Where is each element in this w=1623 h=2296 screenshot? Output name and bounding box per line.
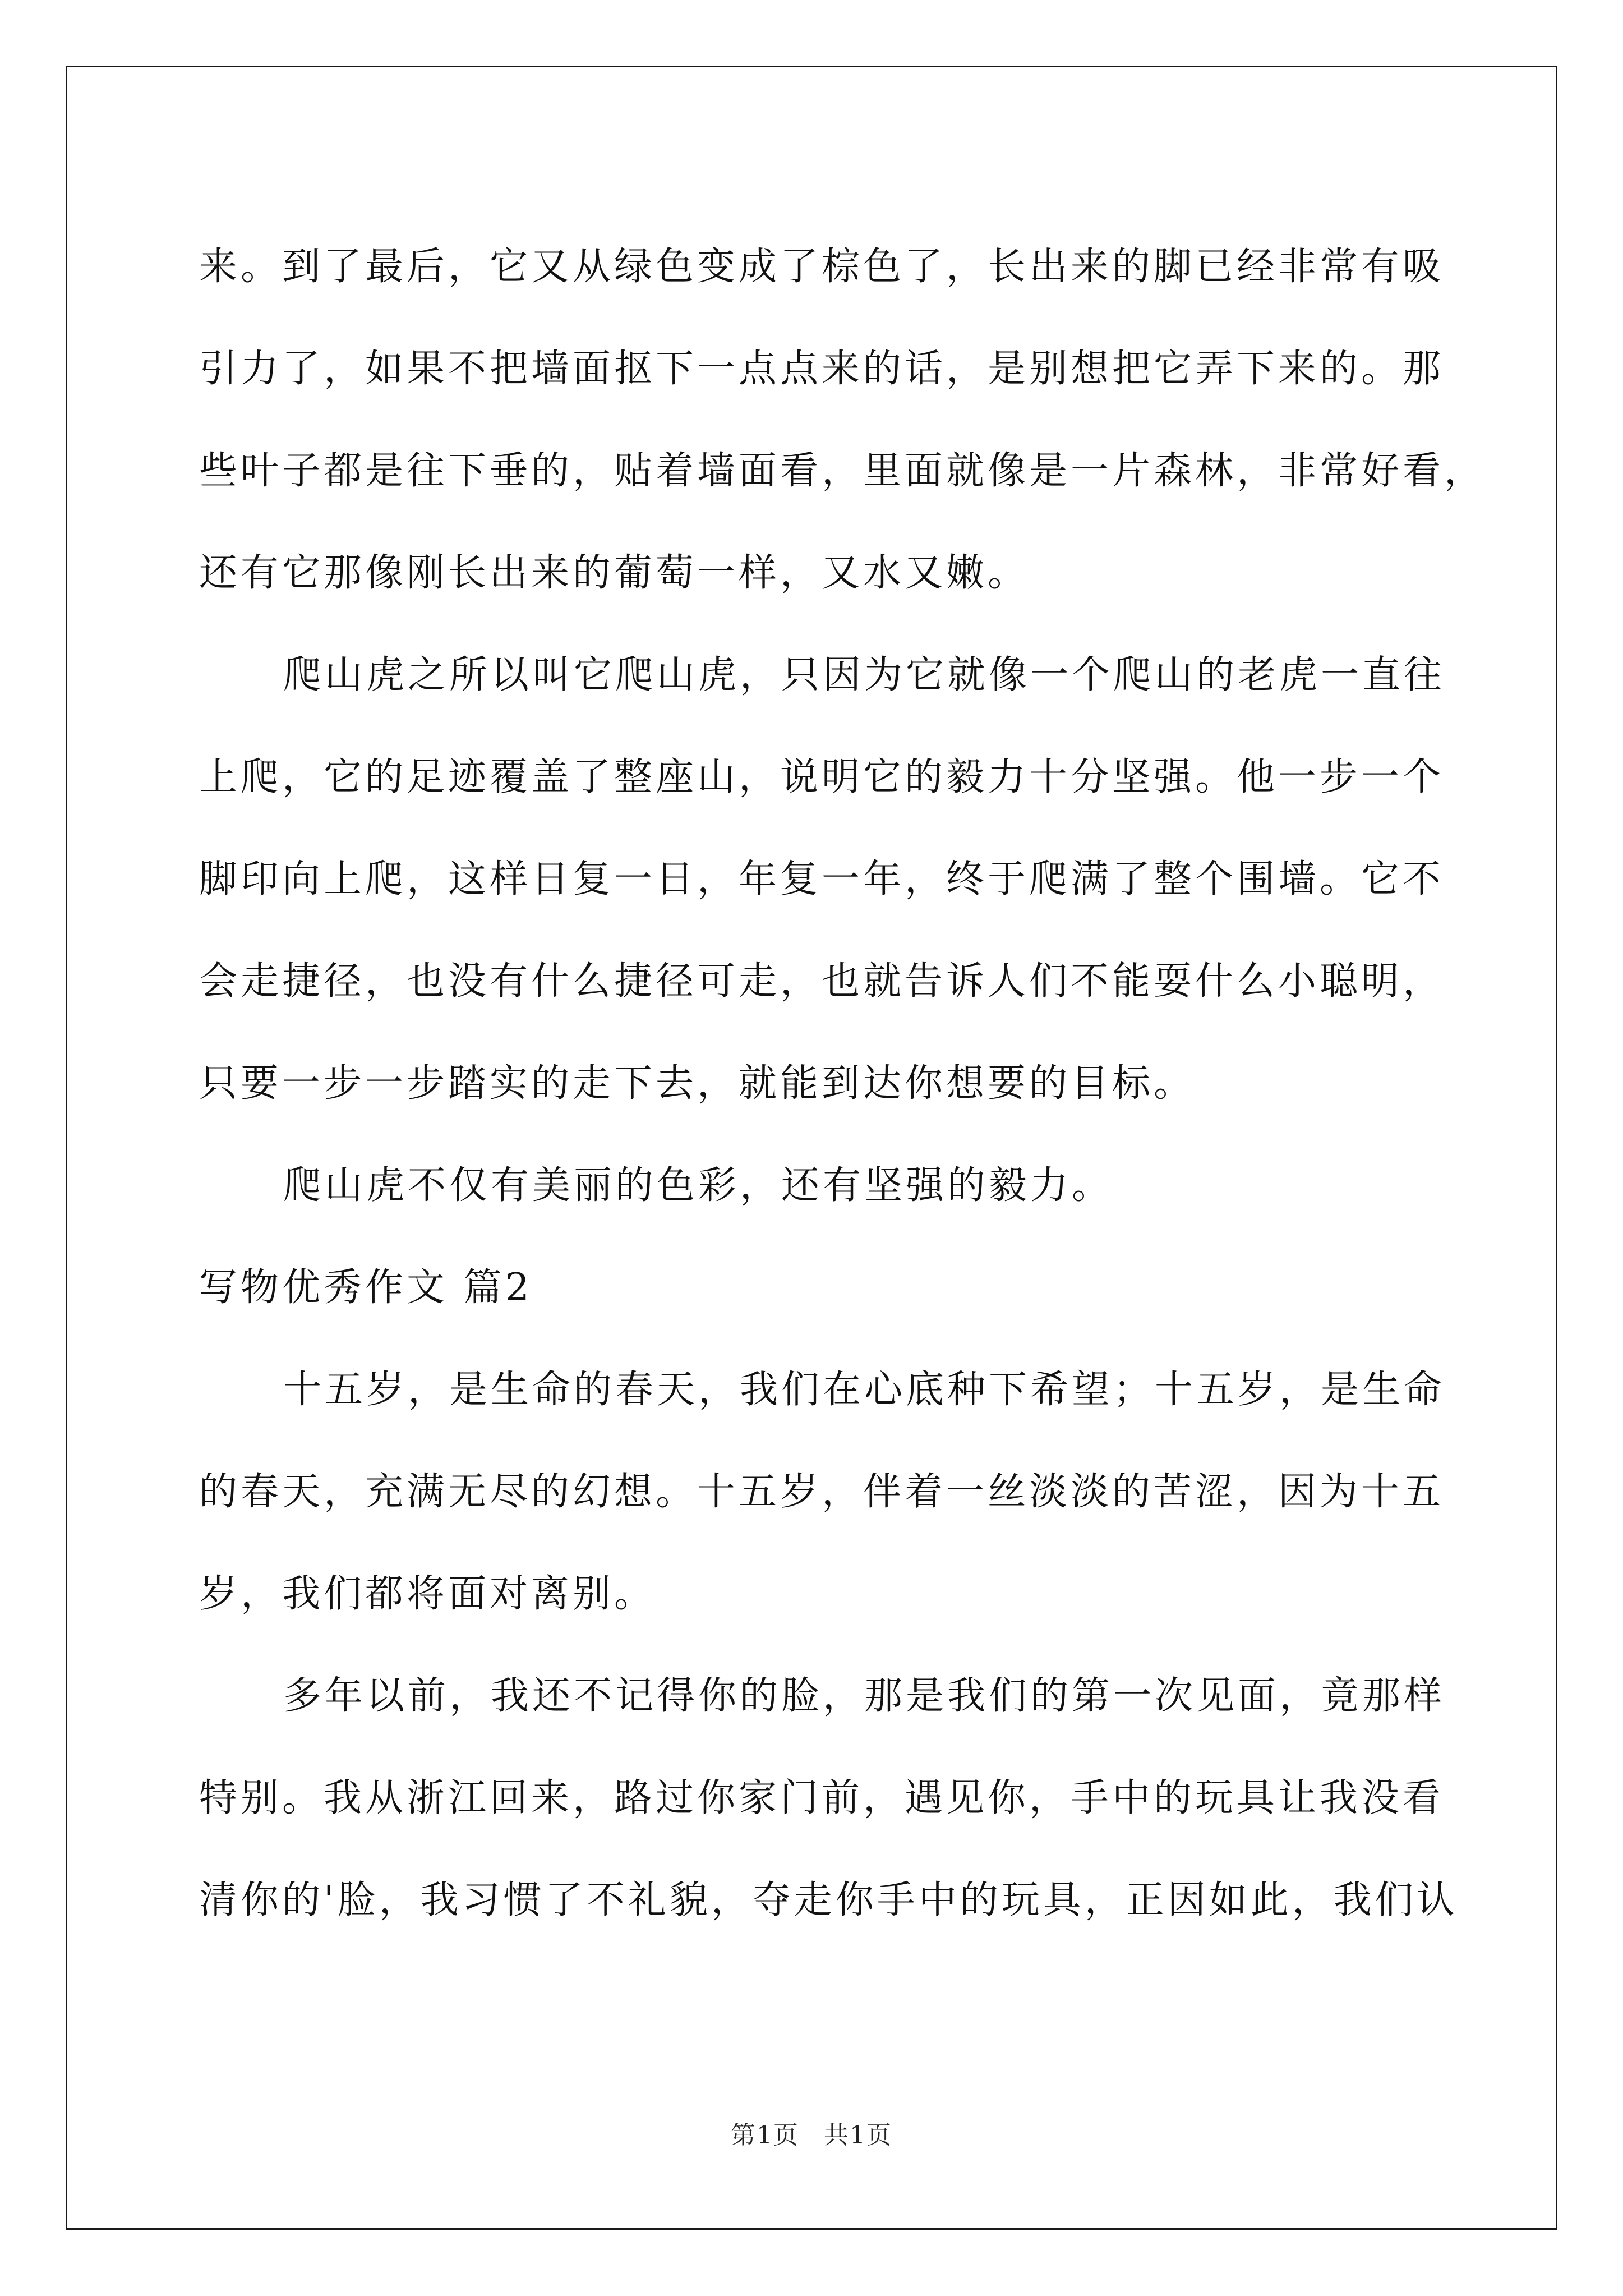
- paragraph-line: 爬山虎不仅有美丽的色彩，还有坚强的毅力。: [283, 1163, 1114, 1208]
- paragraph-line: 的春天，充满无尽的幻想。十五岁，伴着一丝淡淡的苦涩，因为十五: [199, 1470, 1445, 1514]
- paragraph-line: 些叶子都是往下垂的，贴着墙面看，里面就像是一片森林，非常好看，: [199, 449, 1486, 493]
- paragraph-line: 只要一步一步踏实的走下去，就能到达你想要的目标。: [199, 1061, 1196, 1106]
- page-number: 第1页: [731, 2121, 799, 2150]
- paragraph-line: 多年以前，我还不记得你的脸，那是我们的第一次见面，竟那样: [283, 1674, 1446, 1718]
- paragraph-line: 会走捷径，也没有什么捷径可走，也就告诉人们不能耍什么小聪明，: [199, 959, 1445, 1004]
- paragraph-line: 十五岁，是生命的春天，我们在心底种下希望；十五岁，是生命: [283, 1368, 1446, 1412]
- paragraph-line: 来。到了最后，它又从绿色变成了棕色了，长出来的脚已经非常有吸: [199, 245, 1445, 289]
- page-total: 共1页: [824, 2121, 892, 2150]
- section-heading: 写物优秀作文 篇2: [199, 1266, 533, 1310]
- paragraph-line: 还有它那像刚长出来的葡萄一样，又水又嫩。: [199, 551, 1030, 595]
- paragraph-line: 清你的'脸，我习惯了不礼貌，夺走你手中的玩具，正因如此，我们认: [199, 1878, 1458, 1922]
- paragraph-line: 岁，我们都将面对离别。: [199, 1572, 656, 1616]
- page-footer: [0, 2115, 1623, 2151]
- paragraph-line: 特别。我从浙江回来，路过你家门前，遇见你，手中的玩具让我没看: [199, 1776, 1445, 1820]
- paragraph-line: 上爬，它的足迹覆盖了整座山，说明它的毅力十分坚强。他一步一个: [199, 755, 1445, 799]
- paragraph-line: 脚印向上爬，这样日复一日，年复一年，终于爬满了整个围墙。它不: [199, 857, 1445, 901]
- document-body: [199, 216, 1486, 1952]
- paragraph-line: 爬山虎之所以叫它爬山虎，只因为它就像一个爬山的老虎一直往: [283, 653, 1446, 697]
- paragraph-line: 引力了，如果不把墙面抠下一点点来的话，是别想把它弄下来的。那: [199, 347, 1445, 391]
